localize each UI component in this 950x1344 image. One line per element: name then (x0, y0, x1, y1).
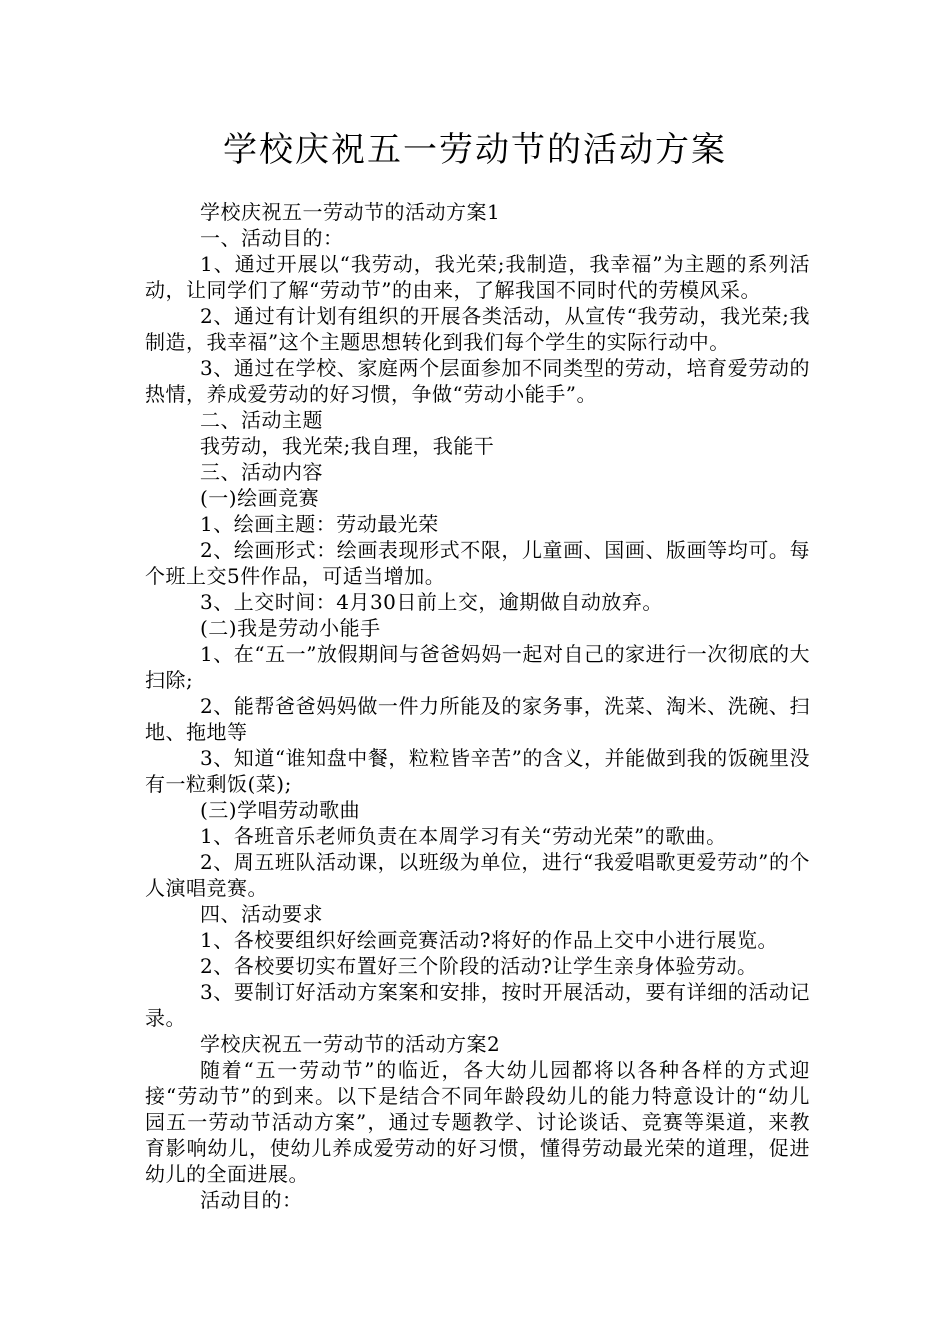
paragraph: 1、各班音乐老师负责在本周学习有关“劳动光荣”的歌曲。 (200, 824, 727, 848)
paragraph: 1、在“五一”放假期间与爸爸妈妈一起对自己的家进行一次彻底的大扫除; (145, 642, 810, 692)
paragraph: (一)绘画竞赛 (200, 486, 320, 510)
paragraph: 3、通过在学校、家庭两个层面参加不同类型的劳动，培育爱劳动的热情，养成爱劳动的好习惯，争做“劳动小能手”。 (145, 356, 810, 406)
paragraph: 3、上交时间：4月30日前上交，逾期做自动放弃。 (200, 590, 663, 614)
paragraph: 3、要制订好活动方案案和安排，按时开展活动，要有详细的活动记录。 (145, 980, 810, 1030)
paragraph: 学校庆祝五一劳动节的活动方案1 (200, 200, 501, 224)
paragraph: 活动目的： (200, 1188, 303, 1212)
paragraph: 随着“五一劳动节”的临近，各大幼儿园都将以各种各样的方式迎接“劳动节”的到来。以下是结合不同年龄段幼儿的能力特意设计的“幼儿园五一劳动节活动方案”，通过专题教学、讨论谈话、竞赛等渠道，来教育影响幼儿，使幼儿养成爱劳动的好习惯，懂得劳动最光荣的道理，促进幼儿的全面进展。 (145, 1058, 810, 1186)
paragraph: 一、活动目的： (200, 226, 344, 250)
paragraph: 1、各校要组织好绘画竞赛活动?将好的作品上交中小进行展览。 (200, 928, 778, 952)
document-body (145, 199, 810, 1213)
paragraph: 1、绘画主题：劳动最光荣 (200, 512, 439, 536)
paragraph: 3、知道“谁知盘中餐，粒粒皆辛苦”的含义，并能做到我的饭碗里没有一粒剩饭(菜); (145, 746, 810, 796)
paragraph: 学校庆祝五一劳动节的活动方案2 (200, 1032, 501, 1056)
paragraph: 2、能帮爸爸妈妈做一件力所能及的家务事，洗菜、淘米、洗碗、扫地、拖地等 (145, 694, 810, 744)
paragraph: 2、周五班队活动课，以班级为单位，进行“我爱唱歌更爱劳动”的个人演唱竞赛。 (145, 850, 810, 900)
paragraph: 我劳动，我光荣;我自理，我能干 (200, 434, 495, 458)
document-title: 学校庆祝五一劳动节的活动方案 (223, 130, 727, 170)
paragraph: 2、绘画形式：绘画表现形式不限，儿童画、国画、版画等均可。每个班上交5件作品，可适当增加。 (145, 538, 810, 588)
paragraph: 2、各校要切实布置好三个阶段的活动?让学生亲身体验劳动。 (200, 954, 758, 978)
paragraph: 三、活动内容 (200, 460, 323, 484)
paragraph: 二、活动主题 (200, 408, 323, 432)
paragraph: 四、活动要求 (200, 902, 323, 926)
paragraph: (三)学唱劳动歌曲 (200, 798, 361, 822)
paragraph: 2、通过有计划有组织的开展各类活动，从宣传“我劳动，我光荣;我制造，我幸福”这个主题思想转化到我们每个学生的实际行动中。 (145, 304, 810, 354)
paragraph: 1、通过开展以“我劳动，我光荣;我制造，我幸福”为主题的系列活动，让同学们了解“劳动节”的由来，了解我国不同时代的劳模风采。 (145, 252, 810, 302)
paragraph: (二)我是劳动小能手 (200, 616, 381, 640)
